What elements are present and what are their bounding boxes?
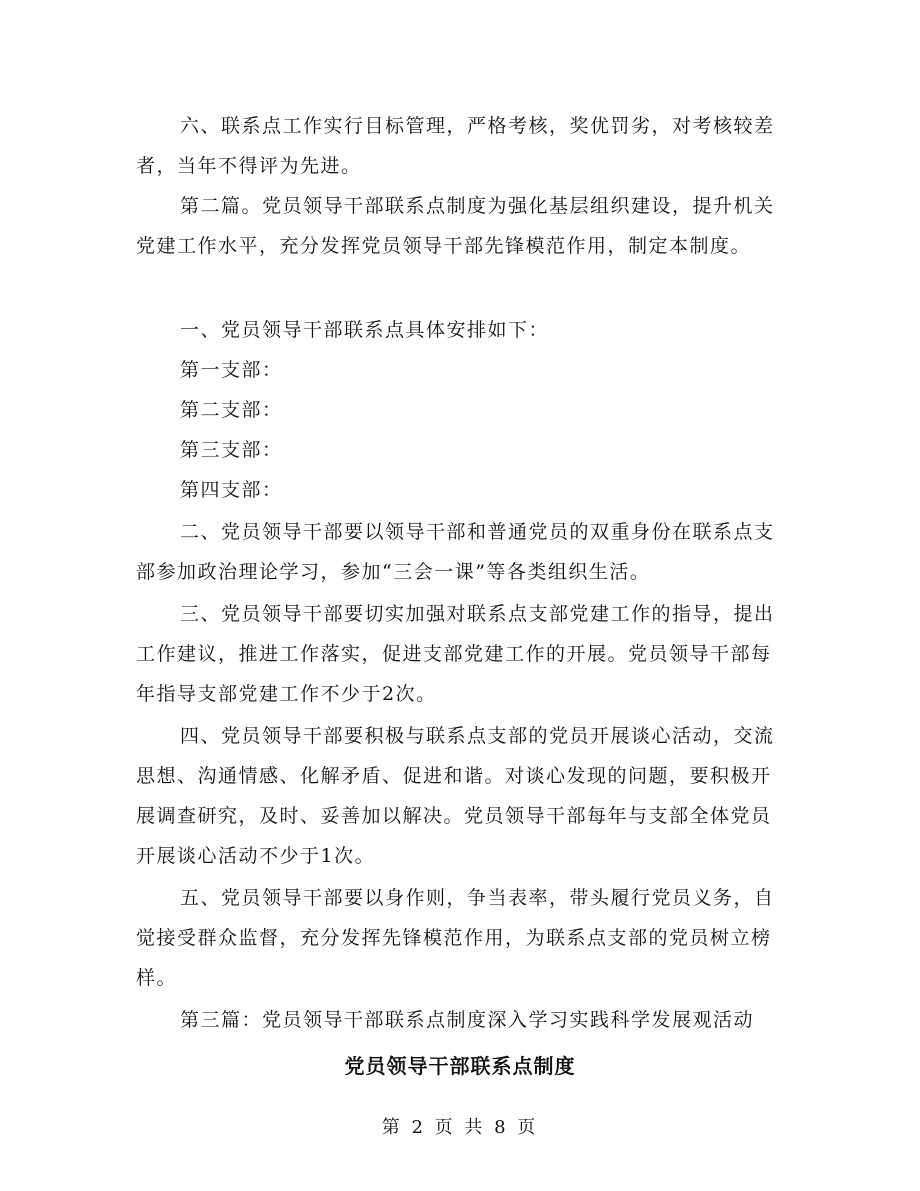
- page-number-footer: 第 2 页 共 8 页: [381, 1117, 539, 1138]
- paragraph-second-article-intro: 第二篇。党员领导干部联系点制度为强化基层组织建设，提升机关党建工作水平，充分发挥党员领导干部先锋模范作用，制定本制度。: [136, 195, 775, 257]
- paragraph-branch-2: 第二支部：: [180, 399, 283, 421]
- paragraph-branch-4: 第四支部：: [180, 479, 283, 501]
- paragraph-five: 五、党员领导干部要以身作则，争当表率，带头履行党员义务，自觉接受群众监督，充分发挥先锋模范作用，为联系点支部的党员树立榜样。: [136, 887, 775, 989]
- paragraph-three: 三、党员领导干部要切实加强对联系点支部党建工作的指导，提出工作建议，推进工作落实，促进支部党建工作的开展。党员领导干部每年指导支部党建工作不少于2次。: [136, 603, 775, 705]
- paragraph-six: 六、联系点工作实行目标管理，严格考核，奖优罚劣，对考核较差者，当年不得评为先进。: [136, 115, 775, 177]
- paragraph-branch-3: 第三支部：: [180, 439, 283, 461]
- paragraph-third-article: 第三篇：党员领导干部联系点制度深入学习实践科学发展观活动: [180, 1009, 755, 1031]
- section-title: 党员领导干部联系点制度: [344, 1054, 576, 1078]
- paragraph-one: 一、党员领导干部联系点具体安排如下：: [180, 319, 550, 341]
- paragraph-branch-1: 第一支部：: [180, 359, 283, 381]
- paragraph-two: 二、党员领导干部要以领导干部和普通党员的双重身份在联系点支部参加政治理论学习，参加“三会一课”等各类组织生活。: [136, 521, 775, 583]
- paragraph-four: 四、党员领导干部要积极与联系点支部的党员开展谈心活动，交流思想、沟通情感、化解矛盾、促进和谐。对谈心发现的问题，要积极开展调查研究，及时、妥善加以解决。党员领导干部每年与支部全体党员开展谈心活动不少于1次。: [136, 725, 775, 867]
